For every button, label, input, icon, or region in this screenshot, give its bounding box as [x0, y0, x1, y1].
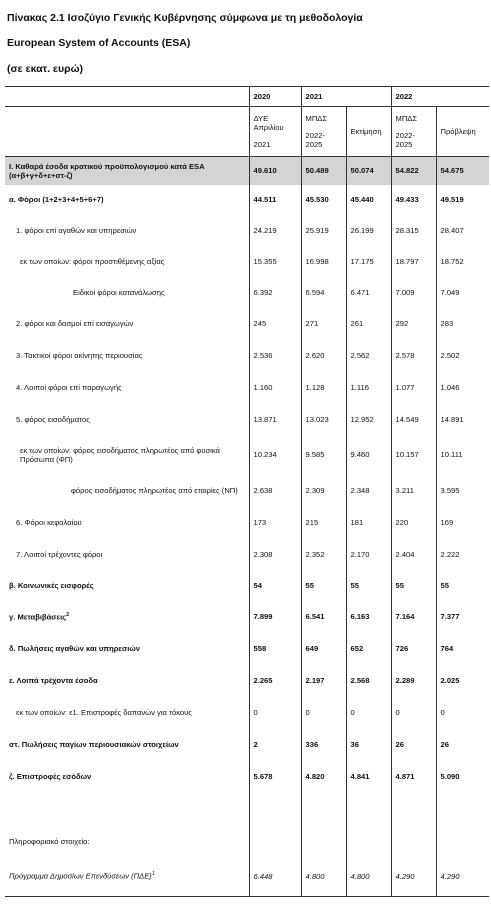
cell-value: 4.800: [346, 857, 391, 897]
cell-value: 220: [391, 507, 436, 539]
cell-value: 2: [249, 729, 301, 761]
year-2022: 2022: [391, 87, 489, 107]
cell-value: 764: [436, 633, 489, 665]
table-row: [5, 729, 489, 761]
cell-value: 28.407: [436, 215, 489, 246]
row-label: 7. Λοιποί τρέχοντες φόροι: [16, 550, 103, 559]
table-row: [5, 435, 489, 475]
cell-value: 6.392: [249, 277, 301, 308]
cell-value: 5.678: [249, 761, 301, 793]
table-row: [5, 277, 489, 308]
col-dye-april: [249, 107, 301, 157]
cell-value: 55: [301, 571, 346, 601]
cell-value: 55: [346, 571, 391, 601]
row-label: β. Κοινωνικές εισφορές: [9, 581, 94, 590]
table-row: [5, 601, 489, 633]
cell-value: 50.489: [301, 157, 346, 185]
year-header-row: [5, 87, 489, 107]
cell-value: 7.899: [249, 601, 301, 633]
cell-value: 4.290: [436, 857, 489, 897]
cell-value: 271: [301, 308, 346, 340]
cell-value: 4.800: [301, 857, 346, 897]
cell-value: 1.046: [436, 372, 489, 404]
column-header-row: [5, 107, 489, 157]
row-label: δ. Πωλήσεις αγαθών και υπηρεσιών: [9, 644, 140, 653]
cell-value: 10.111: [436, 435, 489, 475]
row-label-text: Πρόγραμμα Δημοσίων Επενδύσεων (ΠΔΕ): [9, 872, 152, 882]
cell-value: 6.448: [249, 857, 301, 897]
row-label: ζ. Επιστροφές εσόδων: [9, 772, 92, 781]
cell-value: 3.211: [391, 475, 436, 507]
row-label: 6. Φόροι κεφαλαίου: [16, 518, 82, 527]
cell-value: 0: [249, 697, 301, 729]
header-blank: [5, 87, 249, 107]
table-row: [5, 761, 489, 793]
table-unit-note: (σε εκατ. ευρώ): [7, 63, 84, 75]
cell-value: 24.219: [249, 215, 301, 246]
row-label: στ. Πωλήσεις παγίων περιουσιακών στοιχείων: [9, 740, 179, 749]
cell-value: 15.355: [249, 246, 301, 277]
cell-value: 10.157: [391, 435, 436, 475]
cell-value: 2.222: [436, 539, 489, 571]
table-row: [5, 507, 489, 539]
col-mpds-2022: [391, 107, 436, 157]
row-label-text: γ. Μεταβιβάσεις: [9, 612, 67, 622]
cell-value: 49.433: [391, 185, 436, 215]
col-mpds-2022-line2: 2022-2025: [395, 131, 415, 149]
cell-value: 9.460: [346, 435, 391, 475]
cell-value: 2.620: [301, 340, 346, 372]
cell-value: 5.090: [436, 761, 489, 793]
cell-value: 18.752: [436, 246, 489, 277]
cell-value: 6.594: [301, 277, 346, 308]
col-mpds-2021-line1: ΜΠΔΣ: [305, 114, 328, 123]
row-label: Ειδικοί φόροι κατανάλωσης: [73, 287, 165, 297]
cell-value: 2.536: [249, 340, 301, 372]
table-row: [5, 475, 489, 507]
table-row: [5, 215, 489, 246]
budget-table: [5, 86, 489, 897]
cell-value: 12.952: [346, 404, 391, 435]
cell-value: 4.290: [391, 857, 436, 897]
table-row: [5, 246, 489, 277]
cell-value: 1.077: [391, 372, 436, 404]
info-label: Πληροφοριακό στοιχείο:: [9, 837, 90, 846]
cell-value: 292: [391, 308, 436, 340]
col-dye-april-line1: ΔΥΕ Απριλίου: [253, 114, 284, 132]
cell-value: 28.315: [391, 215, 436, 246]
info-row: [5, 827, 489, 857]
cell-value: 55: [391, 571, 436, 601]
table-row: [5, 340, 489, 372]
cell-value: 36: [346, 729, 391, 761]
table-row: [5, 857, 489, 897]
cell-value: 18.797: [391, 246, 436, 277]
footnote-marker: 1: [151, 871, 155, 878]
cell-value: 558: [249, 633, 301, 665]
cell-value: 4.841: [346, 761, 391, 793]
table-title: Πίνακας 2.1 Ισοζύγιο Γενικής Κυβέρνησης σύμφωνα με τη μεθοδολογία: [7, 12, 363, 24]
cell-value: 2.309: [301, 475, 346, 507]
table-row: [5, 404, 489, 435]
row-label: εκ των οποίων: φόρος εισοδήματος πληρωτέος από φυσικά Πρόσωπα (ΦΠ): [20, 445, 220, 464]
table-row: [5, 665, 489, 697]
cell-value: 2.265: [249, 665, 301, 697]
row-label: φόρος εισοδήματος πληρωτέος από εταιρίες (ΝΠ): [71, 486, 238, 495]
cell-value: 215: [301, 507, 346, 539]
col-mpds-2021: [301, 107, 346, 157]
cell-value: 55: [436, 571, 489, 601]
cell-value: 25.919: [301, 215, 346, 246]
table-row: [5, 372, 489, 404]
cell-value: 6.471: [346, 277, 391, 308]
cell-value: 261: [346, 308, 391, 340]
col-estimate: Εκτίμηση: [346, 107, 391, 157]
cell-value: 2.170: [346, 539, 391, 571]
cell-value: 26.199: [346, 215, 391, 246]
row-label: 2. φόροι και δασμοί επί εισαγωγών: [16, 319, 134, 328]
cell-value: 2.502: [436, 340, 489, 372]
row-label: [5, 857, 249, 897]
cell-value: 16.998: [301, 246, 346, 277]
cell-value: 6.541: [301, 601, 346, 633]
table-row: [5, 697, 489, 729]
cell-value: 7.164: [391, 601, 436, 633]
cell-value: 2.562: [346, 340, 391, 372]
header-blank: [5, 107, 249, 157]
cell-value: 45.440: [346, 185, 391, 215]
cell-value: 1.160: [249, 372, 301, 404]
spacer-row: [5, 793, 489, 827]
cell-value: 2.568: [346, 665, 391, 697]
cell-value: 54.675: [436, 157, 489, 185]
table-row: [5, 308, 489, 340]
row-label: α. Φόροι (1+2+3+4+5+6+7): [9, 195, 104, 204]
row-label: 3. Τακτικοί φόροι ακίνητης περιουσίας: [16, 351, 143, 360]
cell-value: 2.352: [301, 539, 346, 571]
cell-value: 49.519: [436, 185, 489, 215]
row-label: Ι. Καθαρά έσοδα κρατικού προϋπολογισμού κατά ESA (α+β+γ+δ+ε+στ-ζ): [5, 157, 249, 185]
table-row: [5, 539, 489, 571]
cell-value: 3.595: [436, 475, 489, 507]
col-forecast: Πρόβλεψη: [436, 107, 489, 157]
cell-value: 4.871: [391, 761, 436, 793]
year-2021: 2021: [301, 87, 391, 107]
cell-value: 54: [249, 571, 301, 601]
cell-value: 652: [346, 633, 391, 665]
cell-value: 245: [249, 308, 301, 340]
col-mpds-2022-line1: ΜΠΔΣ: [395, 114, 418, 123]
table-subtitle: European System of Accounts (ESA): [7, 37, 191, 49]
cell-value: 169: [436, 507, 489, 539]
cell-value: 45.530: [301, 185, 346, 215]
cell-value: 6.163: [346, 601, 391, 633]
row-label: εκ των οποίων: ε1. Επιστροφές δαπανών για τόκους: [16, 708, 192, 717]
col-mpds-2021-line2: 2022-2025: [305, 131, 325, 149]
cell-value: 9.585: [301, 435, 346, 475]
row-label: 4. Λοιποί φόροι επί παραγωγής: [16, 383, 122, 392]
cell-value: 726: [391, 633, 436, 665]
cell-value: 13.871: [249, 404, 301, 435]
cell-value: 2.308: [249, 539, 301, 571]
cell-value: 2.404: [391, 539, 436, 571]
cell-value: 54.822: [391, 157, 436, 185]
cell-value: 7.049: [436, 277, 489, 308]
row-label: 5. φόρος εισοδήματος: [16, 414, 90, 424]
cell-value: 26: [391, 729, 436, 761]
table-row: [5, 157, 489, 185]
cell-value: 26: [436, 729, 489, 761]
col-dye-april-line2: 2021: [253, 140, 271, 149]
cell-value: 0: [301, 697, 346, 729]
cell-value: 14.891: [436, 404, 489, 435]
cell-value: 649: [301, 633, 346, 665]
cell-value: 2.197: [301, 665, 346, 697]
row-label: [5, 601, 249, 633]
cell-value: 50.074: [346, 157, 391, 185]
year-2020: 2020: [249, 87, 301, 107]
table-row: [5, 185, 489, 215]
table-row: [5, 571, 489, 601]
cell-value: 7.009: [391, 277, 436, 308]
cell-value: 17.175: [346, 246, 391, 277]
row-label: εκ των οποίων: φόροι προστιθέμενης αξίας: [20, 256, 165, 266]
cell-value: 49.610: [249, 157, 301, 185]
cell-value: 0: [346, 697, 391, 729]
row-label: 1. φόροι επί αγαθών και υπηρεσιών: [16, 225, 137, 235]
cell-value: 283: [436, 308, 489, 340]
cell-value: 1.116: [346, 372, 391, 404]
cell-value: 2.025: [436, 665, 489, 697]
cell-value: 7.377: [436, 601, 489, 633]
cell-value: 336: [301, 729, 346, 761]
cell-value: 0: [391, 697, 436, 729]
cell-value: 44.511: [249, 185, 301, 215]
cell-value: 173: [249, 507, 301, 539]
cell-value: 2.638: [249, 475, 301, 507]
cell-value: 2.348: [346, 475, 391, 507]
cell-value: 2.289: [391, 665, 436, 697]
cell-value: 14.549: [391, 404, 436, 435]
row-label: ε. Λοιπά τρέχοντα έσοδα: [9, 676, 98, 685]
cell-value: 4.820: [301, 761, 346, 793]
cell-value: 1.128: [301, 372, 346, 404]
cell-value: 10.234: [249, 435, 301, 475]
cell-value: 0: [436, 697, 489, 729]
footnote-marker: 2: [66, 611, 70, 618]
cell-value: 13.023: [301, 404, 346, 435]
cell-value: 181: [346, 507, 391, 539]
cell-value: 2.578: [391, 340, 436, 372]
table-row: [5, 633, 489, 665]
